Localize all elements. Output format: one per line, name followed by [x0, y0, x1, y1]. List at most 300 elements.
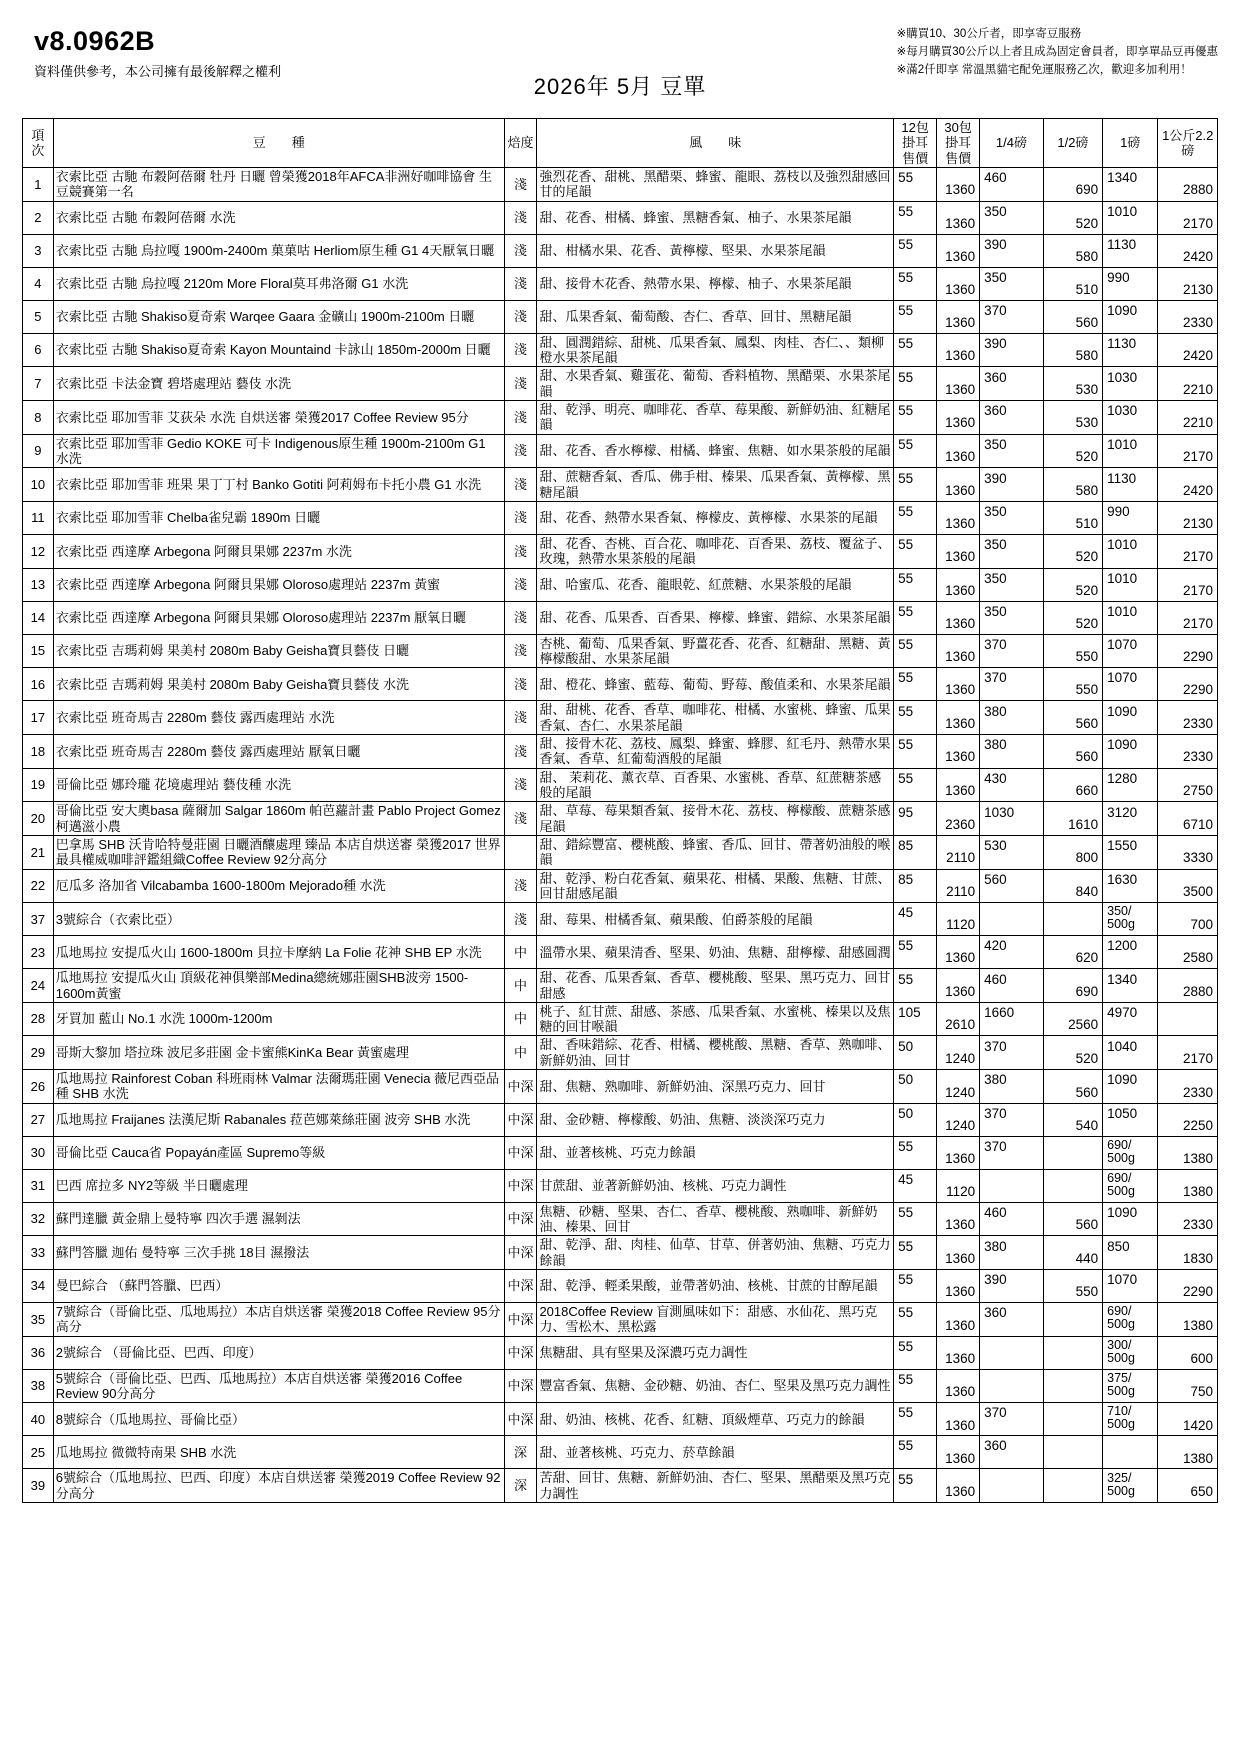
price-kg: 2880	[1158, 167, 1218, 201]
roast-level: 深	[504, 1436, 537, 1469]
bean-name: 衣索比亞 班奇馬吉 2280m 藝伎 露西處理站 厭氧日曬	[53, 734, 504, 768]
roast-level: 淺	[504, 601, 537, 634]
price-half-lb: 560	[1043, 300, 1102, 333]
bean-name: 哥倫比亞 娜玲瓏 花境處理站 藝伎種 水洗	[53, 768, 504, 802]
drip-price-30: 1360	[937, 167, 980, 201]
roast-level: 中深	[504, 1202, 537, 1236]
price-quarter-lb: 370	[980, 300, 1044, 333]
price-kg: 2290	[1158, 668, 1218, 701]
drip-price-12: 55	[894, 701, 937, 735]
price-half-lb	[1043, 1403, 1102, 1436]
price-one-lb: 1550	[1103, 835, 1158, 869]
price-quarter-lb: 350	[980, 568, 1044, 601]
drip-price-30: 1360	[937, 701, 980, 735]
price-half-lb: 440	[1043, 1236, 1102, 1270]
bean-name: 衣索比亞 古馳 布穀阿蓓爾 牡丹 日曬 曾榮獲2018年AFCA非洲好咖啡協會 生豆競賽第一名	[53, 167, 504, 201]
price-kg: 2170	[1158, 1036, 1218, 1070]
price-one-lb: 3120	[1103, 802, 1158, 836]
drip-price-30: 2360	[937, 802, 980, 836]
price-half-lb: 800	[1043, 835, 1102, 869]
price-half-lb: 520	[1043, 568, 1102, 601]
price-half-lb: 1610	[1043, 802, 1102, 836]
bean-name: 衣索比亞 古馳 烏拉嘎 2120m More Floral莫耳弗洛爾 G1 水洗	[53, 267, 504, 300]
bean-name: 蘇門答臘 迦佑 曼特寧 三次手挑 18目 濕撥法	[53, 1236, 504, 1270]
price-kg: 2420	[1158, 468, 1218, 502]
price-quarter-lb: 350	[980, 434, 1044, 468]
col-one-lb: 1磅	[1103, 119, 1158, 168]
price-one-lb: 1030	[1103, 367, 1158, 401]
price-quarter-lb: 370	[980, 668, 1044, 701]
drip-price-12: 55	[894, 936, 937, 969]
drip-price-30: 1360	[937, 400, 980, 434]
flavor-notes: 甜、乾淨、甜、肉桂、仙草、甘草、併著奶油、焦糖、巧克力餘韻	[537, 1236, 894, 1270]
price-quarter-lb: 430	[980, 768, 1044, 802]
flavor-notes: 甜、花香、柑橘、蜂蜜、黑糖香氣、柚子、水果茶尾韻	[537, 201, 894, 234]
table-row	[23, 1303, 1218, 1337]
table-row	[23, 734, 1218, 768]
table-row	[23, 468, 1218, 502]
price-kg: 2210	[1158, 400, 1218, 434]
price-kg: 600	[1158, 1336, 1218, 1369]
flavor-notes: 甜、花香、瓜果香氣、香草、櫻桃酸、堅果、黑巧克力、回甘甜感	[537, 969, 894, 1003]
price-one-lb: 710/ 500g	[1103, 1403, 1158, 1436]
row-index: 11	[23, 501, 54, 534]
drip-price-30: 1360	[937, 668, 980, 701]
price-kg: 2420	[1158, 234, 1218, 267]
drip-price-30: 1360	[937, 1202, 980, 1236]
row-index: 13	[23, 568, 54, 601]
price-kg: 3500	[1158, 869, 1218, 903]
price-kg: 2170	[1158, 568, 1218, 601]
drip-price-12: 55	[894, 1469, 937, 1503]
price-half-lb	[1043, 1336, 1102, 1369]
roast-level: 淺	[504, 434, 537, 468]
roast-level: 淺	[504, 201, 537, 234]
price-half-lb	[1043, 1469, 1102, 1503]
table-row	[23, 167, 1218, 201]
flavor-notes: 甜、香味錯綜、花香、柑橘、櫻桃酸、黑糖、香草、熟咖啡、新鮮奶油、回甘	[537, 1036, 894, 1070]
row-index: 32	[23, 1202, 54, 1236]
bean-name: 衣索比亞 班奇馬吉 2280m 藝伎 露西處理站 水洗	[53, 701, 504, 735]
table-row	[23, 1202, 1218, 1236]
drip-price-30: 1360	[937, 1336, 980, 1369]
price-quarter-lb	[980, 1169, 1044, 1202]
flavor-notes: 甜、接骨木花、荔枝、鳳梨、蜂蜜、蜂膠、紅毛丹、熱帶水果香氣、香草、紅葡萄酒般的尾韻	[537, 734, 894, 768]
row-index: 22	[23, 869, 54, 903]
row-index: 26	[23, 1070, 54, 1104]
price-half-lb: 550	[1043, 1270, 1102, 1303]
price-half-lb	[1043, 903, 1102, 936]
roast-level: 中深	[504, 1103, 537, 1136]
price-quarter-lb	[980, 1336, 1044, 1369]
table-body	[23, 167, 1218, 1502]
table-row	[23, 768, 1218, 802]
table-row	[23, 201, 1218, 234]
price-kg: 3330	[1158, 835, 1218, 869]
table-row	[23, 1103, 1218, 1136]
roast-level: 淺	[504, 668, 537, 701]
drip-price-12: 55	[894, 668, 937, 701]
roast-level: 中深	[504, 1369, 537, 1403]
row-index: 31	[23, 1169, 54, 1202]
table-row	[23, 434, 1218, 468]
flavor-notes: 甜、草莓、莓果類香氣、接骨木花、荔枝、檸檬酸、蔗糖茶感尾韻	[537, 802, 894, 836]
drip-price-30: 1360	[937, 468, 980, 502]
table-row	[23, 300, 1218, 333]
version-label: v8.0962B	[34, 26, 156, 56]
price-quarter-lb: 1030	[980, 802, 1044, 836]
roast-level: 中深	[504, 1169, 537, 1202]
price-kg: 2170	[1158, 201, 1218, 234]
price-kg: 2210	[1158, 367, 1218, 401]
drip-price-30: 1120	[937, 1169, 980, 1202]
price-quarter-lb: 390	[980, 1270, 1044, 1303]
table-row	[23, 534, 1218, 568]
row-index: 20	[23, 802, 54, 836]
roast-level: 淺	[504, 468, 537, 502]
promo-note-2: ※每月購買30公斤以上者且成為固定會員者，即享單品豆再優惠	[896, 45, 1218, 58]
flavor-notes: 甜、蔗糖香氣、香瓜、佛手柑、榛果、瓜果香氣、黃檸檬、黑糖尾韻	[537, 468, 894, 502]
bean-name: 衣索比亞 耶加雪菲 班果 果丁丁村 Banko Gotiti 阿莉姆布卡托小農 G1 水洗	[53, 468, 504, 502]
row-index: 18	[23, 734, 54, 768]
bean-name: 衣索比亞 耶加雪菲 Gedio KOKE 可卡 Indigenous原生種 1900m-2100m G1 水洗	[53, 434, 504, 468]
price-one-lb: 990	[1103, 267, 1158, 300]
table-row	[23, 1002, 1218, 1036]
col-price-12: 12包掛耳售價	[894, 119, 937, 168]
price-kg: 650	[1158, 1469, 1218, 1503]
drip-price-30: 1360	[937, 1403, 980, 1436]
roast-level: 淺	[504, 802, 537, 836]
price-quarter-lb	[980, 1369, 1044, 1403]
bean-name: 牙買加 藍山 No.1 水洗 1000m-1200m	[53, 1002, 504, 1036]
price-kg: 2330	[1158, 1202, 1218, 1236]
bean-name: 瓜地馬拉 Rainforest Coban 科班雨林 Valmar 法爾瑪莊園 Venecia 薇尼西亞品種 SHB 水洗	[53, 1070, 504, 1104]
row-index: 21	[23, 835, 54, 869]
flavor-notes: 2018Coffee Review 盲測風味如下：甜感、水仙花、黑巧克力、雪松木、黑松露	[537, 1303, 894, 1337]
col-quarter-lb: 1/4磅	[980, 119, 1044, 168]
roast-level: 中深	[504, 1336, 537, 1369]
drip-price-12: 55	[894, 333, 937, 367]
roast-level: 淺	[504, 167, 537, 201]
bean-name: 衣索比亞 西達摩 Arbegona 阿爾貝果娜 Oloroso處理站 2237m 厭氧日曬	[53, 601, 504, 634]
table-row	[23, 1403, 1218, 1436]
roast-level: 淺	[504, 267, 537, 300]
price-quarter-lb: 350	[980, 534, 1044, 568]
flavor-notes: 甜、 茉莉花、薰衣草、百香果、水蜜桃、香草、紅蔗糖茶感般的尾韻	[537, 768, 894, 802]
price-kg: 6710	[1158, 802, 1218, 836]
flavor-notes: 甜、圓潤錯綜、甜桃、瓜果香氣、鳳梨、肉桂、杏仁、、類柳橙水果茶尾韻	[537, 333, 894, 367]
row-index: 33	[23, 1236, 54, 1270]
price-one-lb: 850	[1103, 1236, 1158, 1270]
bean-name: 衣索比亞 古馳 Shakiso夏奇索 Warqee Gaara 金礦山 1900m-2100m 日曬	[53, 300, 504, 333]
price-kg: 2330	[1158, 701, 1218, 735]
price-quarter-lb: 380	[980, 734, 1044, 768]
price-kg: 2290	[1158, 634, 1218, 668]
drip-price-30: 1360	[937, 1136, 980, 1169]
drip-price-12: 55	[894, 234, 937, 267]
table-row	[23, 333, 1218, 367]
drip-price-12: 55	[894, 1303, 937, 1337]
price-half-lb: 560	[1043, 734, 1102, 768]
bean-name: 衣索比亞 古馳 Shakiso夏奇索 Kayon Mountaind 卡詠山 1850m-2000m 日曬	[53, 333, 504, 367]
flavor-notes: 豐富香氣、焦糖、金砂糖、奶油、杏仁、堅果及黑巧克力調性	[537, 1369, 894, 1403]
drip-price-12: 55	[894, 1403, 937, 1436]
roast-level: 淺	[504, 300, 537, 333]
roast-level: 中	[504, 1036, 537, 1070]
drip-price-30: 1360	[937, 568, 980, 601]
price-half-lb: 580	[1043, 234, 1102, 267]
col-flavor: 風 味	[537, 119, 894, 168]
roast-level: 淺	[504, 501, 537, 534]
price-one-lb: 1010	[1103, 201, 1158, 234]
row-index: 6	[23, 333, 54, 367]
flavor-notes: 焦糖甜、具有堅果及深濃巧克力調性	[537, 1336, 894, 1369]
price-quarter-lb: 380	[980, 1070, 1044, 1104]
drip-price-12: 55	[894, 501, 937, 534]
table-row	[23, 1036, 1218, 1070]
price-half-lb: 550	[1043, 668, 1102, 701]
roast-level: 淺	[504, 534, 537, 568]
price-half-lb: 520	[1043, 201, 1102, 234]
table-row	[23, 835, 1218, 869]
price-quarter-lb: 390	[980, 468, 1044, 502]
drip-price-12: 55	[894, 634, 937, 668]
row-index: 30	[23, 1136, 54, 1169]
roast-level: 中深	[504, 1236, 537, 1270]
row-index: 19	[23, 768, 54, 802]
flavor-notes: 杏桃、葡萄、瓜果香氣、野薑花香、花香、紅糖甜、黑糖、黃檸檬酸甜、水果茶尾韻	[537, 634, 894, 668]
flavor-notes: 甜、水果香氣、雞蛋花、葡萄、香料植物、黑醋栗、水果茶尾韻	[537, 367, 894, 401]
drip-price-12: 55	[894, 1136, 937, 1169]
col-no: 項次	[23, 119, 54, 168]
row-index: 17	[23, 701, 54, 735]
bean-name: 瓜地馬拉 Fraijanes 法漢尼斯 Rabanales 菈芭娜萊絲莊園 波旁 SHB 水洗	[53, 1103, 504, 1136]
drip-price-12: 55	[894, 568, 937, 601]
price-one-lb: 690/ 500g	[1103, 1136, 1158, 1169]
price-half-lb: 520	[1043, 434, 1102, 468]
price-kg: 2330	[1158, 1070, 1218, 1104]
roast-level: 淺	[504, 367, 537, 401]
flavor-notes: 甜、奶油、核桃、花香、紅糖、頂級煙草、巧克力的餘韻	[537, 1403, 894, 1436]
price-half-lb: 560	[1043, 701, 1102, 735]
drip-price-30: 1360	[937, 1469, 980, 1503]
price-quarter-lb: 370	[980, 634, 1044, 668]
row-index: 23	[23, 936, 54, 969]
drip-price-30: 1360	[937, 936, 980, 969]
bean-name: 哥斯大黎加 塔拉珠 波尼多莊園 金卡蜜熊KinKa Bear 黃蜜處理	[53, 1036, 504, 1070]
drip-price-12: 55	[894, 534, 937, 568]
table-row	[23, 1236, 1218, 1270]
table-row	[23, 969, 1218, 1003]
table-row	[23, 1336, 1218, 1369]
table-row	[23, 1169, 1218, 1202]
table-row	[23, 1469, 1218, 1503]
price-one-lb: 1010	[1103, 568, 1158, 601]
row-index: 24	[23, 969, 54, 1003]
bean-name: 瓜地馬拉 微微特南果 SHB 水洗	[53, 1436, 504, 1469]
table-row	[23, 802, 1218, 836]
price-quarter-lb: 380	[980, 701, 1044, 735]
flavor-notes: 甜、焦糖、熟咖啡、新鮮奶油、深黑巧克力、回甘	[537, 1070, 894, 1104]
price-quarter-lb: 370	[980, 1403, 1044, 1436]
roast-level: 中深	[504, 1070, 537, 1104]
row-index: 36	[23, 1336, 54, 1369]
row-index: 29	[23, 1036, 54, 1070]
price-one-lb: 1040	[1103, 1036, 1158, 1070]
price-half-lb	[1043, 1369, 1102, 1403]
drip-price-12: 55	[894, 434, 937, 468]
price-half-lb: 550	[1043, 634, 1102, 668]
flavor-notes: 甜、乾淨、粉白花香氣、蘋果花、柑橘、果酸、焦糖、甘蔗、回甘甜感尾韻	[537, 869, 894, 903]
roast-level: 中深	[504, 1136, 537, 1169]
table-header-row	[23, 119, 1218, 168]
drip-price-12: 55	[894, 400, 937, 434]
col-kg: 1公斤2.2磅	[1158, 119, 1218, 168]
price-one-lb: 1090	[1103, 1202, 1158, 1236]
bean-name: 巴拿馬 SHB 沃肯哈特曼莊園 日曬酒釀處理 臻品 本店自烘送審 榮獲2017 世界最具權威咖啡評鑑組織Coffee Review 92分高分	[53, 835, 504, 869]
roast-level: 淺	[504, 734, 537, 768]
price-kg: 2580	[1158, 936, 1218, 969]
table-row	[23, 601, 1218, 634]
drip-price-30: 1360	[937, 969, 980, 1003]
roast-level: 淺	[504, 634, 537, 668]
bean-table	[22, 118, 1218, 1503]
drip-price-12: 55	[894, 1236, 937, 1270]
bean-name: 衣索比亞 吉瑪莉姆 果美村 2080m Baby Geisha寶貝藝伎 水洗	[53, 668, 504, 701]
price-kg: 2330	[1158, 300, 1218, 333]
bean-name: 厄瓜多 洛加省 Vilcabamba 1600-1800m Mejorado種 水洗	[53, 869, 504, 903]
price-kg: 2250	[1158, 1103, 1218, 1136]
drip-price-12: 50	[894, 1070, 937, 1104]
price-one-lb: 4970	[1103, 1002, 1158, 1036]
flavor-notes: 強烈花香、甜桃、黑醋栗、蜂蜜、龍眼、荔枝以及強烈甜感回甘的尾韻	[537, 167, 894, 201]
price-kg: 2170	[1158, 601, 1218, 634]
price-kg: 2130	[1158, 501, 1218, 534]
drip-price-30: 2610	[937, 1002, 980, 1036]
price-half-lb: 2560	[1043, 1002, 1102, 1036]
price-half-lb: 580	[1043, 333, 1102, 367]
drip-price-30: 1360	[937, 300, 980, 333]
price-quarter-lb: 380	[980, 1236, 1044, 1270]
price-quarter-lb	[980, 1469, 1044, 1503]
price-quarter-lb: 370	[980, 1103, 1044, 1136]
bean-name: 瓜地馬拉 安提瓜火山 頂級花神俱樂部Medina總統娜莊園SHB波旁 1500-1600m黃蜜	[53, 969, 504, 1003]
flavor-notes: 溫帶水果、蘋果清香、堅果、奶油、焦糖、甜檸檬、甜感圓潤	[537, 936, 894, 969]
flavor-notes: 甘蔗甜、並著新鮮奶油、核桃、巧克力調性	[537, 1169, 894, 1202]
row-index: 16	[23, 668, 54, 701]
drip-price-12: 55	[894, 1436, 937, 1469]
price-half-lb: 690	[1043, 167, 1102, 201]
col-half-lb: 1/2磅	[1043, 119, 1102, 168]
price-quarter-lb: 350	[980, 267, 1044, 300]
price-half-lb: 530	[1043, 400, 1102, 434]
price-one-lb: 1010	[1103, 534, 1158, 568]
bean-name: 曼巴綜合 （蘇門答臘、巴西）	[53, 1270, 504, 1303]
roast-level	[504, 835, 537, 869]
price-one-lb: 1070	[1103, 634, 1158, 668]
bean-name: 6號綜合（瓜地馬拉、巴西、印度）本店自烘送審 榮獲2019 Coffee Review 92分高分	[53, 1469, 504, 1503]
price-half-lb: 840	[1043, 869, 1102, 903]
drip-price-12: 55	[894, 1270, 937, 1303]
row-index: 9	[23, 434, 54, 468]
table-row	[23, 869, 1218, 903]
price-half-lb	[1043, 1136, 1102, 1169]
roast-level: 中	[504, 969, 537, 1003]
promo-note-1: ※購買10、30公斤者，即享寄豆服務	[896, 28, 1082, 40]
price-one-lb: 1090	[1103, 1070, 1158, 1104]
price-quarter-lb: 530	[980, 835, 1044, 869]
row-index: 27	[23, 1103, 54, 1136]
price-quarter-lb: 560	[980, 869, 1044, 903]
drip-price-12: 55	[894, 969, 937, 1003]
price-kg: 750	[1158, 1369, 1218, 1403]
price-one-lb: 1030	[1103, 400, 1158, 434]
price-quarter-lb: 360	[980, 367, 1044, 401]
drip-price-12: 55	[894, 734, 937, 768]
price-quarter-lb: 460	[980, 1202, 1044, 1236]
drip-price-30: 1360	[937, 734, 980, 768]
row-index: 2	[23, 201, 54, 234]
price-half-lb: 540	[1043, 1103, 1102, 1136]
table-row	[23, 1270, 1218, 1303]
price-one-lb: 1280	[1103, 768, 1158, 802]
flavor-notes: 桃子、紅甘蔗、甜感、茶感、瓜果香氣、水蜜桃、榛果以及焦糖的回甘喉韻	[537, 1002, 894, 1036]
flavor-notes: 甜、並著核桃、巧克力餘韻	[537, 1136, 894, 1169]
price-kg: 2330	[1158, 734, 1218, 768]
price-kg: 2170	[1158, 534, 1218, 568]
drip-price-12: 55	[894, 201, 937, 234]
drip-price-12: 55	[894, 167, 937, 201]
drip-price-12: 85	[894, 869, 937, 903]
price-kg: 2290	[1158, 1270, 1218, 1303]
drip-price-30: 1360	[937, 1303, 980, 1337]
drip-price-30: 1360	[937, 234, 980, 267]
price-half-lb: 510	[1043, 267, 1102, 300]
price-one-lb: 1630	[1103, 869, 1158, 903]
price-one-lb: 690/ 500g	[1103, 1303, 1158, 1337]
price-kg: 1380	[1158, 1136, 1218, 1169]
flavor-notes: 苦甜、回甘、焦糖、新鮮奶油、杏仁、堅果、黑醋栗及黑巧克力調性	[537, 1469, 894, 1503]
price-one-lb	[1103, 1436, 1158, 1469]
bean-name: 5號綜合（哥倫比亞、巴西、瓜地馬拉）本店自烘送審 榮獲2016 Coffee Review 90分高分	[53, 1369, 504, 1403]
flavor-notes: 甜、橙花、蜂蜜、藍莓、葡萄、野莓、酸值柔和、水果茶尾韻	[537, 668, 894, 701]
table-row	[23, 1136, 1218, 1169]
drip-price-12: 50	[894, 1103, 937, 1136]
roast-level: 淺	[504, 903, 537, 936]
col-roast: 焙度	[504, 119, 537, 168]
price-half-lb: 580	[1043, 468, 1102, 502]
page-title: 2026年 5月 豆單	[533, 74, 707, 99]
price-kg: 1830	[1158, 1236, 1218, 1270]
table-row	[23, 701, 1218, 735]
row-index: 7	[23, 367, 54, 401]
table-row	[23, 234, 1218, 267]
drip-price-12: 55	[894, 300, 937, 333]
drip-price-30: 1360	[937, 367, 980, 401]
bean-name: 衣索比亞 耶加雪菲 Chelba雀兒霸 1890m 日曬	[53, 501, 504, 534]
price-one-lb: 1090	[1103, 300, 1158, 333]
price-half-lb: 660	[1043, 768, 1102, 802]
row-index: 12	[23, 534, 54, 568]
roast-level: 淺	[504, 400, 537, 434]
drip-price-30: 1360	[937, 634, 980, 668]
price-quarter-lb: 360	[980, 400, 1044, 434]
drip-price-30: 1240	[937, 1103, 980, 1136]
drip-price-30: 1240	[937, 1070, 980, 1104]
flavor-notes: 甜、花香、杏桃、百合花、咖啡花、百香果、荔枝、覆盆子、玫瑰，熱帶水果茶般的尾韻	[537, 534, 894, 568]
table-row	[23, 367, 1218, 401]
drip-price-30: 1360	[937, 1369, 980, 1403]
